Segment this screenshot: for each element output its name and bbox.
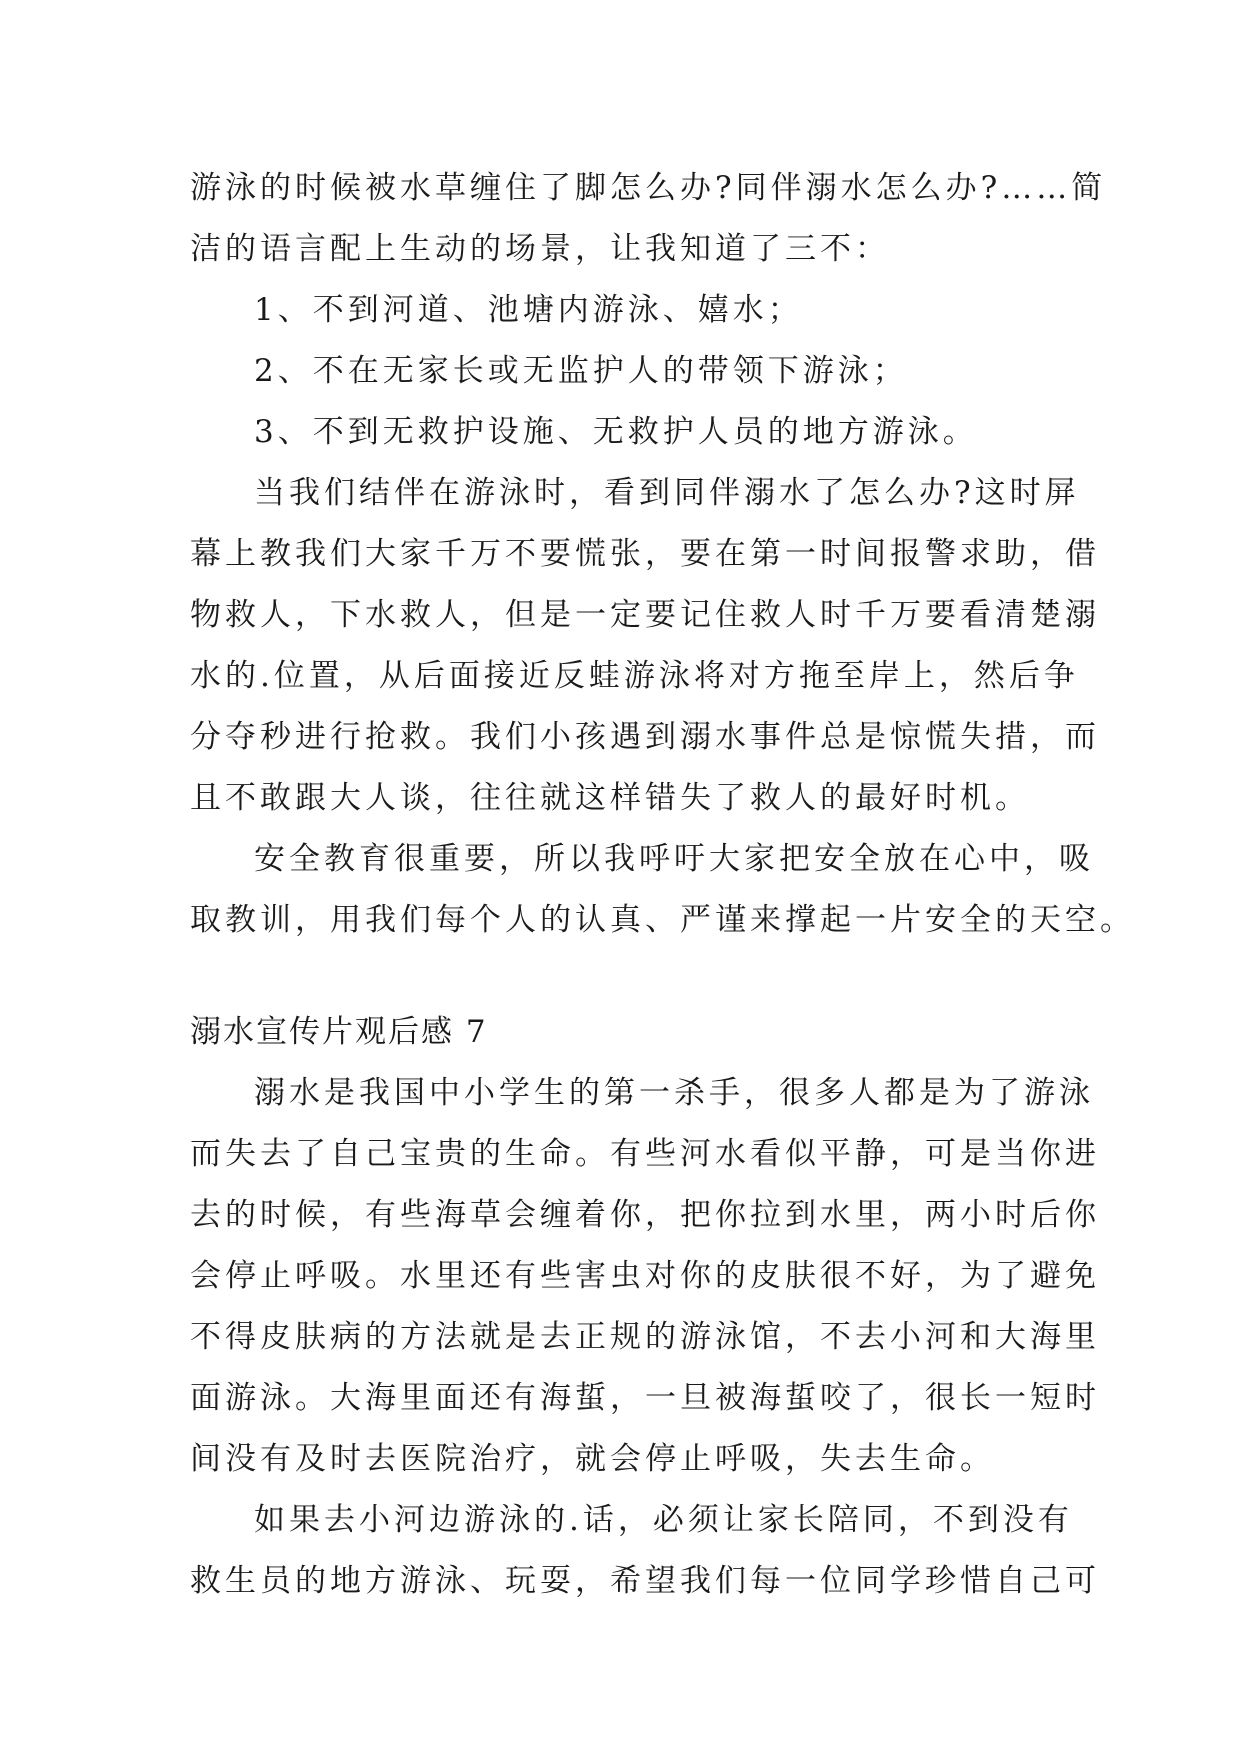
document-body (190, 158, 1135, 1612)
paragraph (190, 463, 1100, 829)
list-item: 3、不到无救护设施、无救护人员的地方游泳。 (254, 414, 978, 450)
rules-list (190, 280, 1060, 463)
text-line: 当我们结伴在游泳时，看到同伴溺水了怎么办?这时屏 (254, 475, 1080, 511)
text-line: 物救人，下水救人，但是一定要记住救人时千万要看清楚溺 (190, 597, 1100, 633)
text-line: 溺水是我国中小学生的第一杀手，很多人都是为了游泳 (254, 1075, 1094, 1111)
text-line: 分夺秒进行抢救。我们小孩遇到溺水事件总是惊慌失措，而 (190, 719, 1100, 755)
section-heading: 溺水宣传片观后感 7 (190, 1014, 488, 1050)
text-line: 面游泳。大海里面还有海蜇，一旦被海蜇咬了，很长一短时 (190, 1380, 1100, 1416)
paragraph (190, 1063, 1100, 1490)
text-line: 幕上教我们大家千万不要慌张，要在第一时间报警求助，借 (190, 536, 1100, 572)
paragraph (190, 158, 1107, 280)
text-line: 不得皮肤病的方法就是去正规的游泳馆，不去小河和大海里 (190, 1319, 1100, 1355)
list-item: 1、不到河道、池塘内游泳、嬉水； (254, 292, 803, 328)
text-line: 去的时候，有些海草会缠着你，把你拉到水里，两小时后你 (190, 1197, 1100, 1233)
text-line: 会停止呼吸。水里还有些害虫对你的皮肤很不好，为了避免 (190, 1258, 1100, 1294)
text-line: 安全教育很重要，所以我呼吁大家把安全放在心中，吸 (254, 841, 1094, 877)
text-line: 如果去小河边游泳的.话，必须让家长陪同，不到没有 (254, 1502, 1073, 1538)
text-line: 水的.位置，从后面接近反蛙游泳将对方拖至岸上，然后争 (190, 658, 1079, 694)
text-line: 救生员的地方游泳、玩耍，希望我们每一位同学珍惜自己可 (190, 1563, 1100, 1599)
paragraph (190, 829, 1135, 951)
text-line: 取教训，用我们每个人的认真、严谨来撑起一片安全的天空。 (190, 902, 1135, 938)
text-line: 间没有及时去医院治疗，就会停止呼吸，失去生命。 (190, 1441, 995, 1477)
text-line: 而失去了自己宝贵的生命。有些河水看似平静，可是当你进 (190, 1136, 1100, 1172)
text-line: 洁的语言配上生动的场景，让我知道了三不： (190, 231, 890, 267)
section-spacer (190, 951, 1060, 1002)
list-item: 2、不在无家长或无监护人的带领下游泳； (254, 353, 908, 389)
paragraph (190, 1490, 1100, 1612)
text-line: 游泳的时候被水草缠住了脚怎么办?同伴溺水怎么办?……简 (190, 170, 1107, 206)
text-line: 且不敢跟大人谈，往往就这样错失了救人的最好时机。 (190, 780, 1030, 816)
